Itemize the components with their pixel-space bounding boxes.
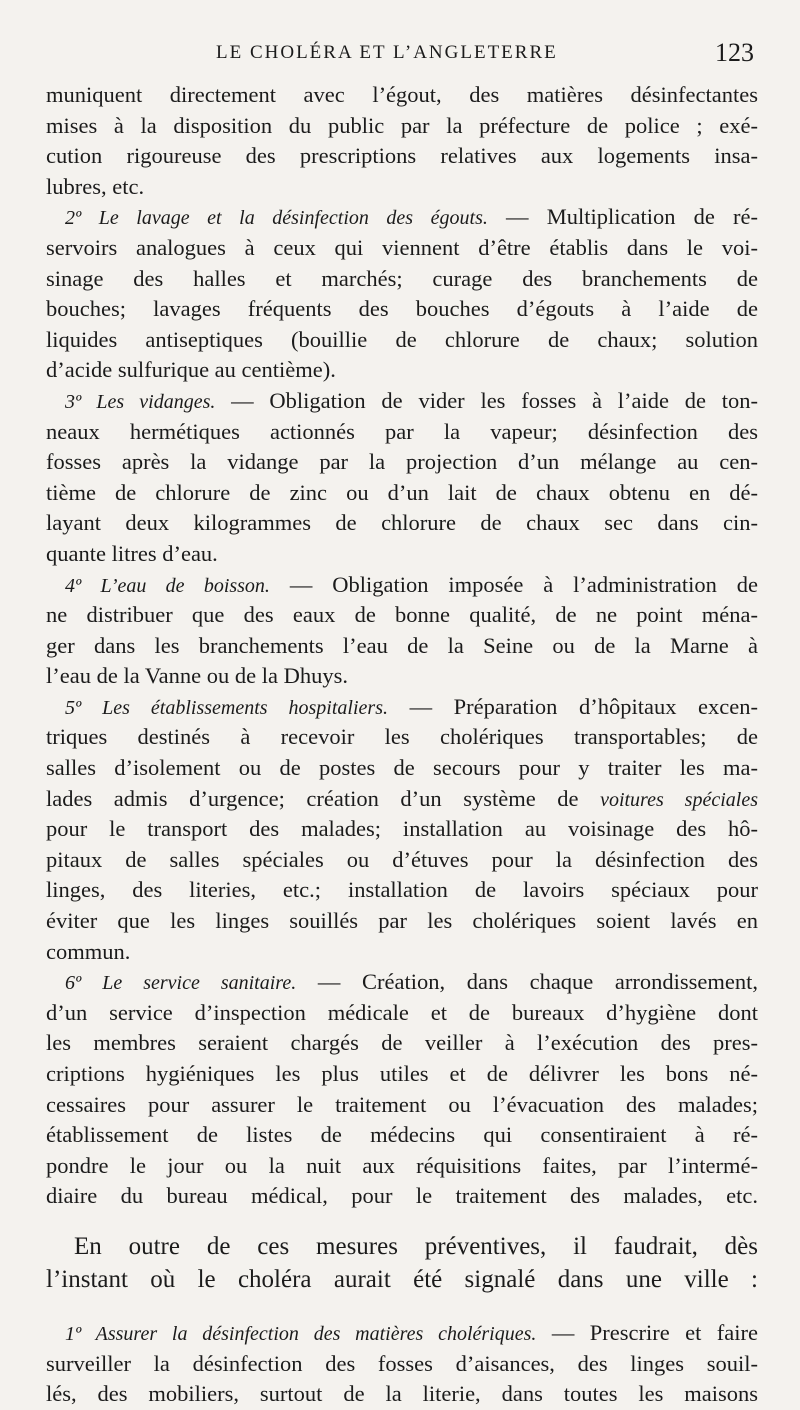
text-line: criptions hygiéniques les plus utiles et de délivrer les bons né- [46,1061,758,1086]
item-heading: 4º L’eau de boisson. [65,574,270,597]
text-line: surveiller la désinfection des fosses d’aisances, des linges souil- [46,1350,758,1376]
item-text: — Création, dans chaque arrondissement, [296,969,758,995]
text-line: triques destinés à recevoir les cholériques transportables; de [46,724,758,750]
item-heading: 3º Les vidanges. [65,390,216,413]
running-head [46,34,758,74]
item-heading: 2º Le lavage et la désinfection des égouts. [65,207,488,230]
item-5-first-line [46,692,758,723]
text-line: quante litres d’eau. [46,540,218,566]
item-6-first-line [46,967,758,998]
text-line: les membres seraient chargés de veiller à l’exécution des pres- [46,1030,758,1056]
text-line: servoirs analogues à ceux qui viennent d’être établis dans le voi- [46,234,758,260]
text-line: commun. [46,938,131,964]
text-line: En outre de ces mesures préventives, il faudrait, dès [74,1232,758,1260]
item-text: — Obligation imposée à l’administration de [269,571,758,597]
text-line: neaux hermétiques actionnés par la vapeur; désinfection des [46,418,758,444]
text-line: diaire du bureau médical, pour le traitement des malades, etc. [46,1183,758,1209]
text-line: ger dans les branchements l’eau de la Seine ou de la Marne à [46,632,758,658]
item-3-first-line [46,386,758,417]
text-line: tième de chlorure de zinc ou d’un lait de chaux obtenu en dé- [46,479,758,505]
text-line: cution rigoureuse des prescriptions relatives aux logements insa- [46,143,758,169]
running-title: LE CHOLÉRA ET L’ANGLETERRE [216,42,558,63]
text-span: lades admis d’urgence; création d’un système de [46,785,601,811]
item-1-first-line [46,1318,758,1349]
large-paragraph [46,1230,758,1296]
text-line: muniquent directement avec l’égout, des matières désinfectantes [46,82,758,107]
text-line: layant deux kilogrammes de chlorure de chaux sec dans cin- [46,510,758,536]
text-line: cessaires pour assurer le traitement ou l’évacuation des malades; [46,1091,758,1117]
text-line: l’eau de la Vanne ou de la Dhuys. [46,663,348,689]
text-line: lubres, etc. [46,173,145,199]
item-heading: 6º Le service sanitaire. [65,972,297,995]
text-line: mises à la disposition du public par la préfecture de police ; exé- [46,112,758,138]
item-heading: 5º Les établissements hospitaliers. [65,696,388,719]
item-4-first-line [46,570,758,601]
text-line: salles d’isolement ou de postes de secours pour y traiter les ma- [46,755,758,781]
text-line: pondre le jour ou la nuit aux réquisitions faites, par l’intermé- [46,1152,758,1178]
text-line: d’un service d’inspection médicale et de bureaux d’hygiène dont [46,999,758,1025]
text-line: éviter que les linges souillés par les cholériques soient lavés en [46,908,758,934]
page-number: 123 [715,38,754,67]
text-line: fosses après la vidange par la projection d’un mélange au cen- [46,449,758,475]
book-page [46,0,758,1407]
text-line: bouches; lavages fréquents des bouches d’égouts à l’aide de [46,296,758,322]
item-text: — Multiplication de ré- [487,204,758,230]
text-line [46,784,758,815]
text-line: lés, des mobiliers, surtout de la literie, dans toutes les maisons [46,1381,758,1407]
item-2-first-line [46,202,758,233]
text-line: pitaux de salles spéciales ou d’étuves pour la désinfection des [46,846,758,872]
item-heading: 1º Assurer la désinfection des matières cholériques. [65,1322,537,1345]
text-line: ne distribuer que des eaux de bonne qualité, de ne point ména- [46,602,758,628]
item-text: — Prescrire et faire [536,1319,758,1345]
italic-text: voitures spéciales [600,788,758,811]
text-line: liquides antiseptiques (bouillie de chlorure de chaux; solution [46,326,758,352]
text-line: l’instant où le choléra aurait été signalé dans une ville : [46,1265,758,1293]
text-line: établissement de listes de médecins qui consentiraient à ré- [46,1122,758,1148]
body-text [46,80,758,1410]
text-line: linges, des literies, etc.; installation de lavoirs spéciaux pour [46,877,758,903]
item-text: — Obligation de vider les fosses à l’aide de ton- [215,387,758,413]
text-line: pour le transport des malades; installation au voisinage des hô- [46,816,758,842]
text-line: d’acide sulfurique au centième). [46,357,336,383]
item-text: — Préparation d’hôpitaux excen- [387,693,758,719]
text-line: sinage des halles et marchés; curage des branchements de [46,265,758,291]
